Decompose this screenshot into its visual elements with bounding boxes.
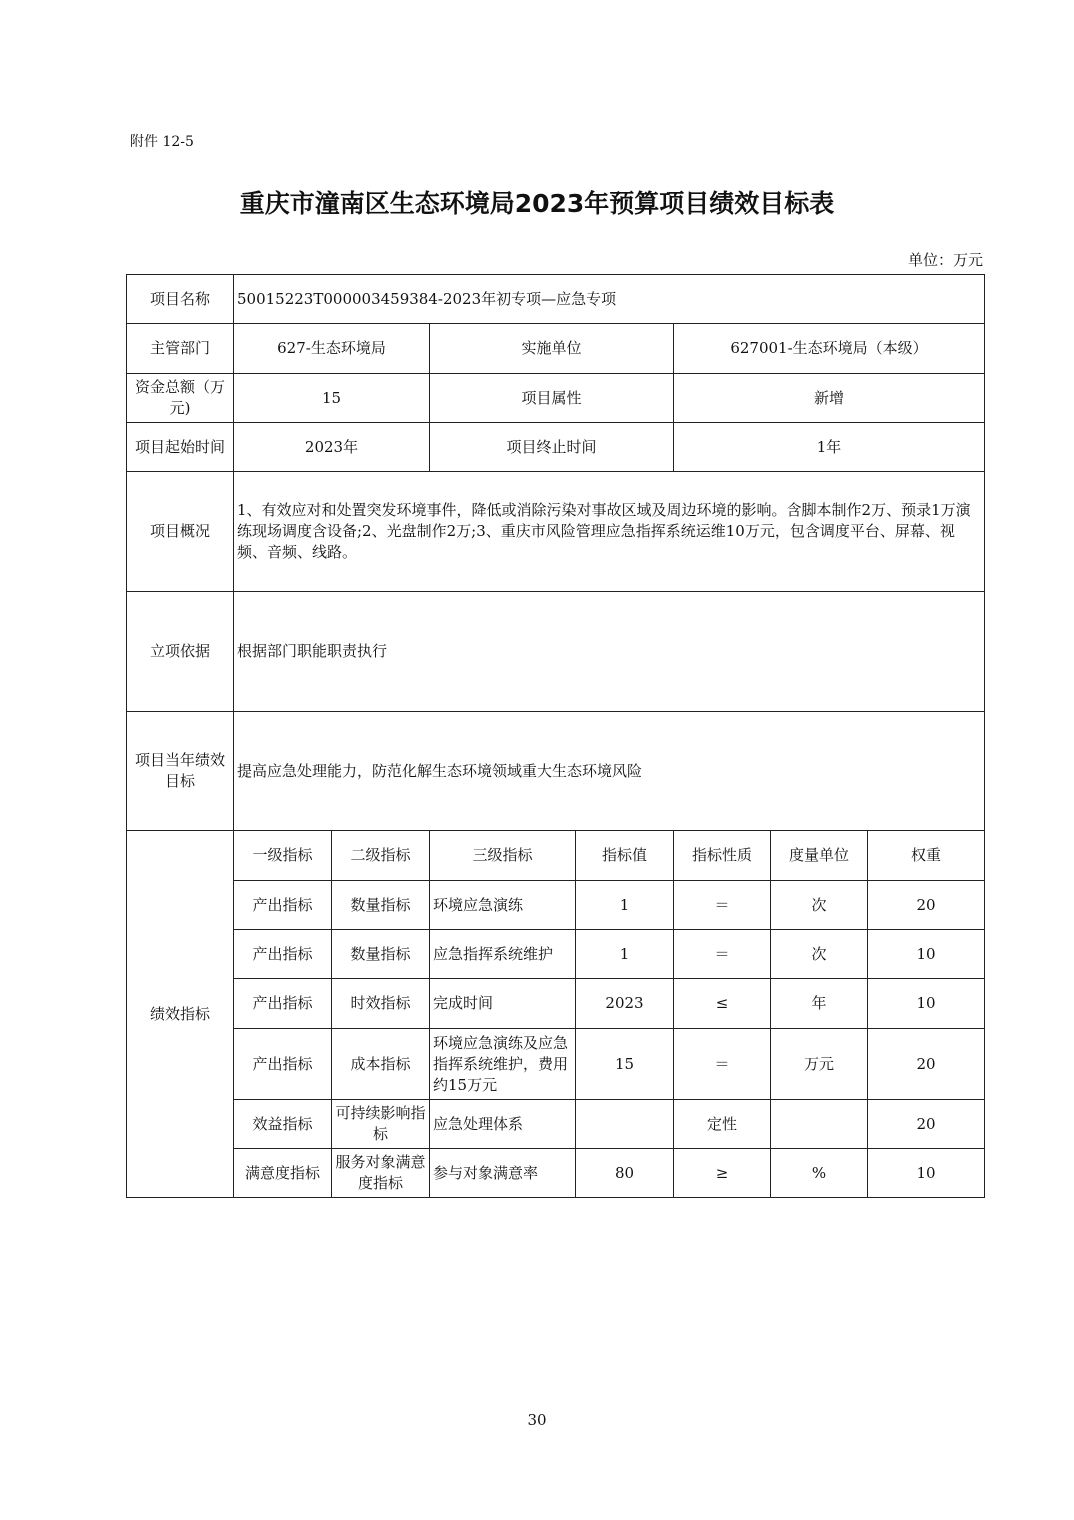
table-row: [127, 930, 985, 979]
value-cell: 15: [576, 1029, 674, 1100]
table-row: [127, 881, 985, 930]
page-title: 重庆市潼南区生态环境局2023年预算项目绩效目标表: [239, 189, 835, 218]
level3-cell: 完成时间: [430, 979, 576, 1029]
weight-cell: 20: [868, 1029, 985, 1100]
level2-cell: 成本指标: [332, 1029, 430, 1100]
goal-label: 项目当年绩效目标: [127, 712, 234, 831]
unit-cell: [771, 1100, 868, 1149]
perf-section-label: 绩效指标: [127, 831, 234, 1198]
weight-cell: 10: [868, 1149, 985, 1198]
weight-cell: 10: [868, 930, 985, 979]
row-overview: [127, 472, 985, 592]
nature-cell: ＝: [674, 1029, 771, 1100]
unit-label: 单位：万元: [907, 251, 983, 269]
table-row: [127, 979, 985, 1029]
perf-header-value: 指标值: [576, 831, 674, 881]
dept-value: 627-生态环境局: [234, 324, 430, 374]
impl-label: 实施单位: [430, 324, 674, 374]
nature-cell: ＝: [674, 881, 771, 930]
dept-label: 主管部门: [127, 324, 234, 374]
value-cell: 2023: [576, 979, 674, 1029]
table-row: [127, 1149, 985, 1198]
level2-cell: 可持续影响指标: [332, 1100, 430, 1149]
perf-header-nature: 指标性质: [674, 831, 771, 881]
fund-label: 资金总额（万元): [127, 374, 234, 423]
start-label: 项目起始时间: [127, 423, 234, 472]
end-label: 项目终止时间: [430, 423, 674, 472]
table-row: [127, 1029, 985, 1100]
unit-cell: %: [771, 1149, 868, 1198]
impl-value: 627001-生态环境局（本级）: [674, 324, 985, 374]
nature-cell: ≤: [674, 979, 771, 1029]
row-project-name: [127, 275, 985, 324]
value-cell: [576, 1100, 674, 1149]
attr-value: 新增: [674, 374, 985, 423]
nature-cell: ＝: [674, 930, 771, 979]
perf-header-level2: 二级指标: [332, 831, 430, 881]
performance-table: [126, 274, 985, 1198]
value-cell: 1: [576, 930, 674, 979]
perf-header-row: [127, 831, 985, 881]
goal-value: 提高应急处理能力，防范化解生态环境领域重大生态环境风险: [234, 712, 985, 831]
basis-label: 立项依据: [127, 592, 234, 712]
weight-cell: 10: [868, 979, 985, 1029]
row-basis: [127, 592, 985, 712]
nature-cell: 定性: [674, 1100, 771, 1149]
unit-cell: 次: [771, 881, 868, 930]
overview-value: 1、有效应对和处置突发环境事件，降低或消除污染对事故区域及周边环境的影响。含脚本制作2万、预录1万演练现场调度含设备;2、光盘制作2万;3、重庆市风险管理应急指挥系统运维10万元，包含调度平台、屏幕、视频、音频、线路。: [234, 472, 985, 592]
project-name-label: 项目名称: [127, 275, 234, 324]
level1-cell: 产出指标: [234, 1029, 332, 1100]
table-row: [127, 1100, 985, 1149]
perf-header-level1: 一级指标: [234, 831, 332, 881]
level1-cell: 满意度指标: [234, 1149, 332, 1198]
start-value: 2023年: [234, 423, 430, 472]
page-number: 30: [527, 1411, 547, 1429]
project-name-value: 50015223T000003459384-2023年初专项—应急专项: [234, 275, 985, 324]
overview-label: 项目概况: [127, 472, 234, 592]
end-value: 1年: [674, 423, 985, 472]
level1-cell: 产出指标: [234, 881, 332, 930]
perf-header-level3: 三级指标: [430, 831, 576, 881]
row-fund: [127, 374, 985, 423]
weight-cell: 20: [868, 881, 985, 930]
weight-cell: 20: [868, 1100, 985, 1149]
basis-value: 根据部门职能职责执行: [234, 592, 985, 712]
row-goal: [127, 712, 985, 831]
row-time: [127, 423, 985, 472]
fund-value: 15: [234, 374, 430, 423]
level3-cell: 环境应急演练: [430, 881, 576, 930]
level2-cell: 数量指标: [332, 930, 430, 979]
level3-cell: 应急指挥系统维护: [430, 930, 576, 979]
level1-cell: 产出指标: [234, 979, 332, 1029]
attachment-label: 附件 12-5: [130, 134, 194, 150]
unit-cell: 年: [771, 979, 868, 1029]
level2-cell: 数量指标: [332, 881, 430, 930]
level3-cell: 环境应急演练及应急指挥系统维护，费用约15万元: [430, 1029, 576, 1100]
unit-cell: 万元: [771, 1029, 868, 1100]
perf-header-weight: 权重: [868, 831, 985, 881]
value-cell: 1: [576, 881, 674, 930]
value-cell: 80: [576, 1149, 674, 1198]
level1-cell: 效益指标: [234, 1100, 332, 1149]
attr-label: 项目属性: [430, 374, 674, 423]
perf-header-unit: 度量单位: [771, 831, 868, 881]
level2-cell: 服务对象满意度指标: [332, 1149, 430, 1198]
level1-cell: 产出指标: [234, 930, 332, 979]
level2-cell: 时效指标: [332, 979, 430, 1029]
row-dept: [127, 324, 985, 374]
unit-cell: 次: [771, 930, 868, 979]
level3-cell: 参与对象满意率: [430, 1149, 576, 1198]
level3-cell: 应急处理体系: [430, 1100, 576, 1149]
nature-cell: ≥: [674, 1149, 771, 1198]
